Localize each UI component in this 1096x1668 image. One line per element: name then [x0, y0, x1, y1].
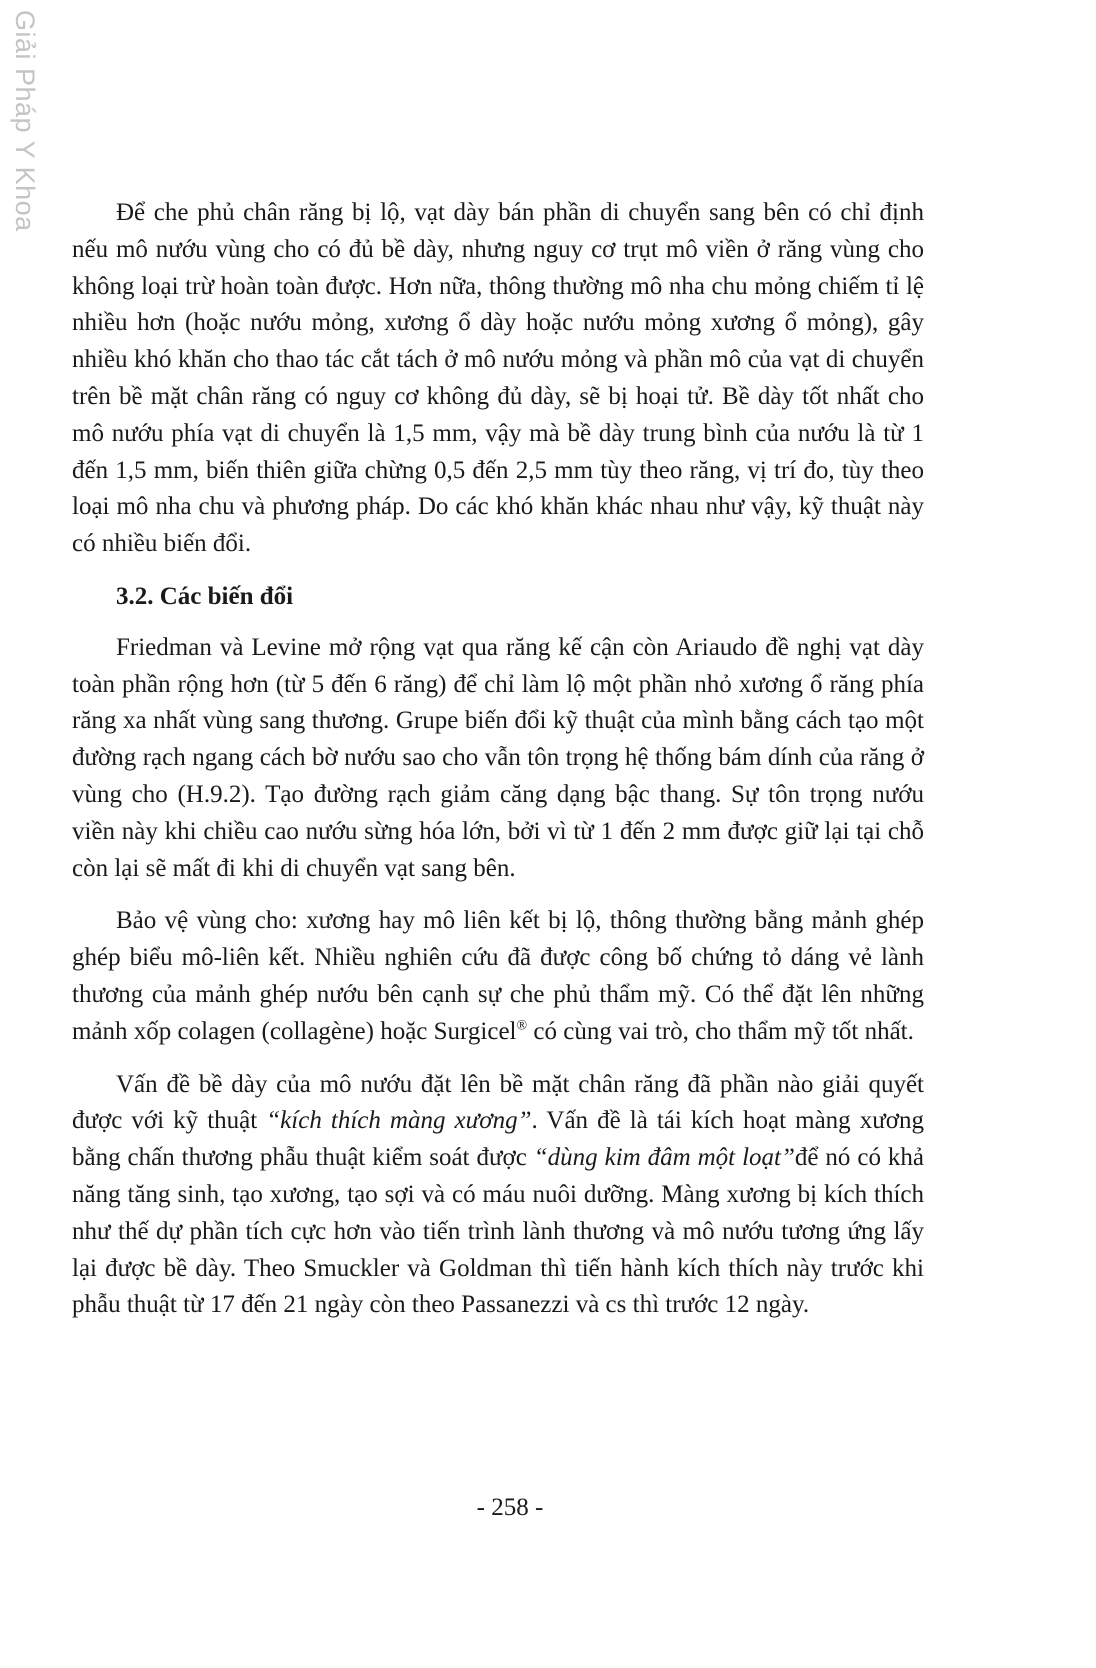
paragraph-3-text: Bảo vệ vùng cho: xương hay mô liên kết bị lộ, thông thường bằng mảnh ghép ghép biểu mô-liên kết. Nhiều nghiên cứu đã được công bố chứng tỏ dáng vẻ lành thương của mảnh ghép nướu bên cạnh sự che phủ thẩm mỹ. Có thể đặt lên những mảnh xốp colagen (collagène) hoặc Surgicel [72, 907, 924, 1045]
page-number: - 258 - [476, 1494, 544, 1521]
paragraph-1: Để che phủ chân răng bị lộ, vạt dày bán phần di chuyển sang bên có chỉ định nếu mô nướu vùng cho có đủ bề dày, nhưng nguy cơ trụt mô viền ở răng vùng cho không loại trừ hoàn toàn được. Hơn nữa, thông thường mô nha chu mỏng chiếm tỉ lệ nhiều hơn (hoặc nướu mỏng, xương ổ dày hoặc nướu mỏng xương ổ mỏng), gây nhiều khó khăn cho thao tác cắt tách ở mô nướu mỏng và phần mô của vạt di chuyển trên bề mặt chân răng có nguy cơ không đủ dày, sẽ bị hoại tử. Bề dày tốt nhất cho mô nướu phía vạt di chuyển là 1,5 mm, vậy mà bề dày trung bình của nướu là từ 1 đến 1,5 mm, biến thiên giữa chừng 0,5 đến 2,5 mm tùy theo răng, vị trí đo, tùy theo loại mô nha chu và phương pháp. Do các khó khăn khác nhau như vậy, kỹ thuật này có nhiều biến đổi. [72, 199, 924, 558]
page-body [72, 195, 924, 1340]
paragraph-4-text-end: để nó có khả năng tăng sinh, tạo xương, tạo sợi và có máu nuôi dưỡng. Màng xương bị kích thích như thế dự phần tích cực hơn vào tiến trình lành thương và mô nướu tương ứng lấy lại được bề dày. Theo Smuckler và Goldman thì tiến hành kích thích này trước khi phẫu thuật từ 17 đến 21 ngày còn theo Passanezzi và cs thì trước 12 ngày. [72, 1144, 924, 1319]
paragraph-3-text-end: có cùng vai trò, cho thẩm mỹ tốt nhất. [527, 1017, 914, 1045]
paragraph-2: Friedman và Levine mở rộng vạt qua răng kế cận còn Ariaudo đề nghị vạt dày toàn phần rộng hơn (từ 5 đến 6 răng) để chỉ làm lộ một phần nhỏ xương ổ răng phía răng xa nhất vùng sang thương. Grupe biến đổi kỹ thuật của mình bằng cách tạo một đường rạch ngang cách bờ nướu sao cho vẫn tôn trọng hệ thống bám dính của răng ở vùng cho (H.9.2). Tạo đường rạch giảm căng dạng bậc thang. Sự tôn trọng nướu viền này khi chiều cao nướu sừng hóa lớn, bởi vì từ 1 đến 2 mm được giữ lại tại chỗ còn lại sẽ mất đi khi di chuyển vạt sang bên. [72, 633, 924, 882]
watermark-text: Giải Pháp Y Khoa [10, 10, 40, 232]
paragraph-4 [72, 1067, 924, 1325]
needle-term: “dùng kim đâm một loạt” [533, 1144, 795, 1172]
registered-mark: ® [516, 1018, 528, 1034]
technique-term: “kích thích màng xương” [266, 1107, 532, 1135]
section-heading: 3.2. Các biến đổi [116, 582, 294, 610]
paragraph-4-text-mid: . Vấn đề là tái kích hoạt màng xương bằng chấn thương phẫu thuật kiểm soát được [72, 1107, 924, 1172]
paragraph-4-text: Vấn đề bề dày của mô nướu đặt lên bề mặt chân răng đã phần nào giải quyết được với kỹ thuật [72, 1070, 924, 1135]
paragraph-3 [72, 903, 924, 1050]
